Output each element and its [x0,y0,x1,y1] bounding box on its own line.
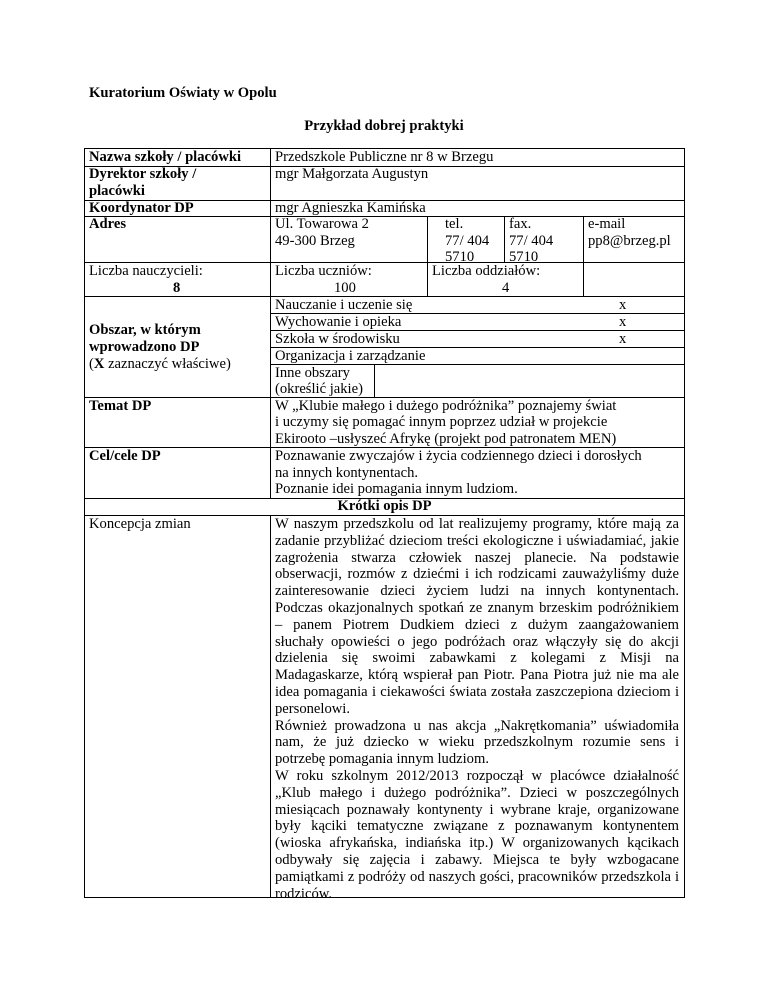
email-label: e-mail [588,216,626,232]
coordinator-label: Koordynator DP [89,200,194,216]
email-value: pp8@brzeg.pl [588,233,671,249]
goal-line-2: na innych kontynentach. [275,465,419,481]
coordinator-value: mgr Agnieszka Kamińska [275,200,426,216]
tel-divider [427,216,428,296]
area-option-other: Inne obszary [275,365,350,381]
director-label-cont: placówki [89,183,145,199]
topic-label: Temat DP [89,398,152,414]
fax-label: fax. [509,216,532,232]
topic-line-2: i uczymy się pomagać innym poprzez udział w projekcie [275,414,608,430]
address-street: Ul. Towarowa 2 [275,216,369,232]
pupils-label: Liczba uczniów: [275,263,372,279]
pupils-value: 100 [334,280,356,296]
goal-label: Cel/cele DP [89,448,161,464]
tel-label: tel. [445,216,464,232]
address-label: Adres [89,216,127,232]
goal-line-1: Poznawanie zwyczajów i życia codziennego dzieci i dorosłych [275,448,642,464]
column-divider-lower [270,516,271,898]
concept-paragraph: W roku szkolnym 2012/2013 rozpoczął w placówce działalność „Klub małego i dużego podróżnika”. Dzieci w poszczególnych miesiącach poznawały kontynenty i wybrane kraje, organizowane były kąciki tematyczne związane z poznawanym kontynentem (wioska afrykańska, indiańska itp.) W organizowanych kącikach odbywały się zajęcia i zabawy. Miejsca te były wzbogacane pamiątkami z podróży od naszych gości, pracowników przedszkola i rodziców. [275,767,679,902]
units-value: 4 [502,280,510,296]
school-name-label: Nazwa szkoły / placówki [89,149,242,165]
email-divider [583,216,584,296]
concept-paragraph: Również prowadzona u nas akcja „Nakrętkomania” uświadomiła nam, że już dziecko w wieku przedszkolnym rozumie sens i potrzebę pomagania innym ludziom. [275,717,679,768]
area-instruction: (X zaznaczyć właściwe) [89,356,231,372]
units-label: Liczba oddziałów: [432,263,541,279]
area-mark-care: x [619,314,627,330]
director-value: mgr Małgorzata Augustyn [275,166,429,182]
fax-value-1: 77/ 404 [509,233,554,249]
short-description-header: Krótki opis DP [337,498,432,514]
topic-line-3: Ekirooto –usłyszeć Afrykę (projekt pod patronatem MEN) [275,431,617,447]
tel-value-1: 77/ 404 [445,233,490,249]
topic-line-1: W „Klubie małego i dużego podróżnika” poznajemy świat [275,398,617,414]
area-option-other-cont: (określić jakie) [275,381,363,397]
other-area-divider [374,364,375,397]
school-name-value: Przedszkole Publiczne nr 8 w Brzegu [275,149,494,165]
concept-text [275,516,679,902]
area-option-care: Wychowanie i opieka [275,314,402,330]
table-right-border [684,148,685,898]
concept-paragraph: W naszym przedszkolu od lat realizujemy programy, które mają za zadanie przybliżać dzieciom treści ekologiczne i uświadamiać, jakie zagrożenia stwarza człowiek naszej planecie. Na podstawie obserwacji, rozmów z dziećmi i ich rodzicami zauważyliśmy duże zainteresowanie dzieci życiem ludzi na innych kontynentach. Podczas okazjonalnych spotkań ze znanym brzeskim podróżnikiem – panem Piotrem Dudkiem dzieci z dużym zaangażowaniem słuchały opowieści o jego podróżach oraz włączyły się do akcji dzielenia się swoimi zabawkami z kolegami z Misji na Madagaskarze, którą wspierał pan Piotr. Pana Piotra już nie ma ale idea pomagania i ciekawości świata została zaszczepiona dzieciom i personelowi. [275,516,679,717]
area-option-teaching: Nauczanie i uczenie się [275,297,413,313]
director-label: Dyrektor szkoły / [89,166,197,182]
organization-header: Kuratorium Oświaty w Opolu [89,85,277,101]
area-option-community: Szkoła w środowisku [275,331,400,347]
area-mark-community: x [619,331,627,347]
address-city: 49-300 Brzeg [275,233,355,249]
tel-value-2: 5710 [445,249,475,265]
concept-label: Koncepcja zmian [89,516,191,532]
teachers-value: 8 [173,280,181,296]
teachers-label: Liczba nauczycieli: [89,263,203,279]
fax-divider [504,216,505,262]
area-label-cont: wprowadzono DP [89,339,200,355]
table-left-border [84,148,85,898]
document-title: Przykład dobrej praktyki [304,118,464,134]
area-option-organization: Organizacja i zarządzanie [275,348,426,364]
area-label: Obszar, w którym [89,322,201,338]
area-mark-teaching: x [619,297,627,313]
goal-line-3: Poznanie idei pomagania innym ludziom. [275,481,518,497]
fax-value-2: 5710 [509,249,539,265]
